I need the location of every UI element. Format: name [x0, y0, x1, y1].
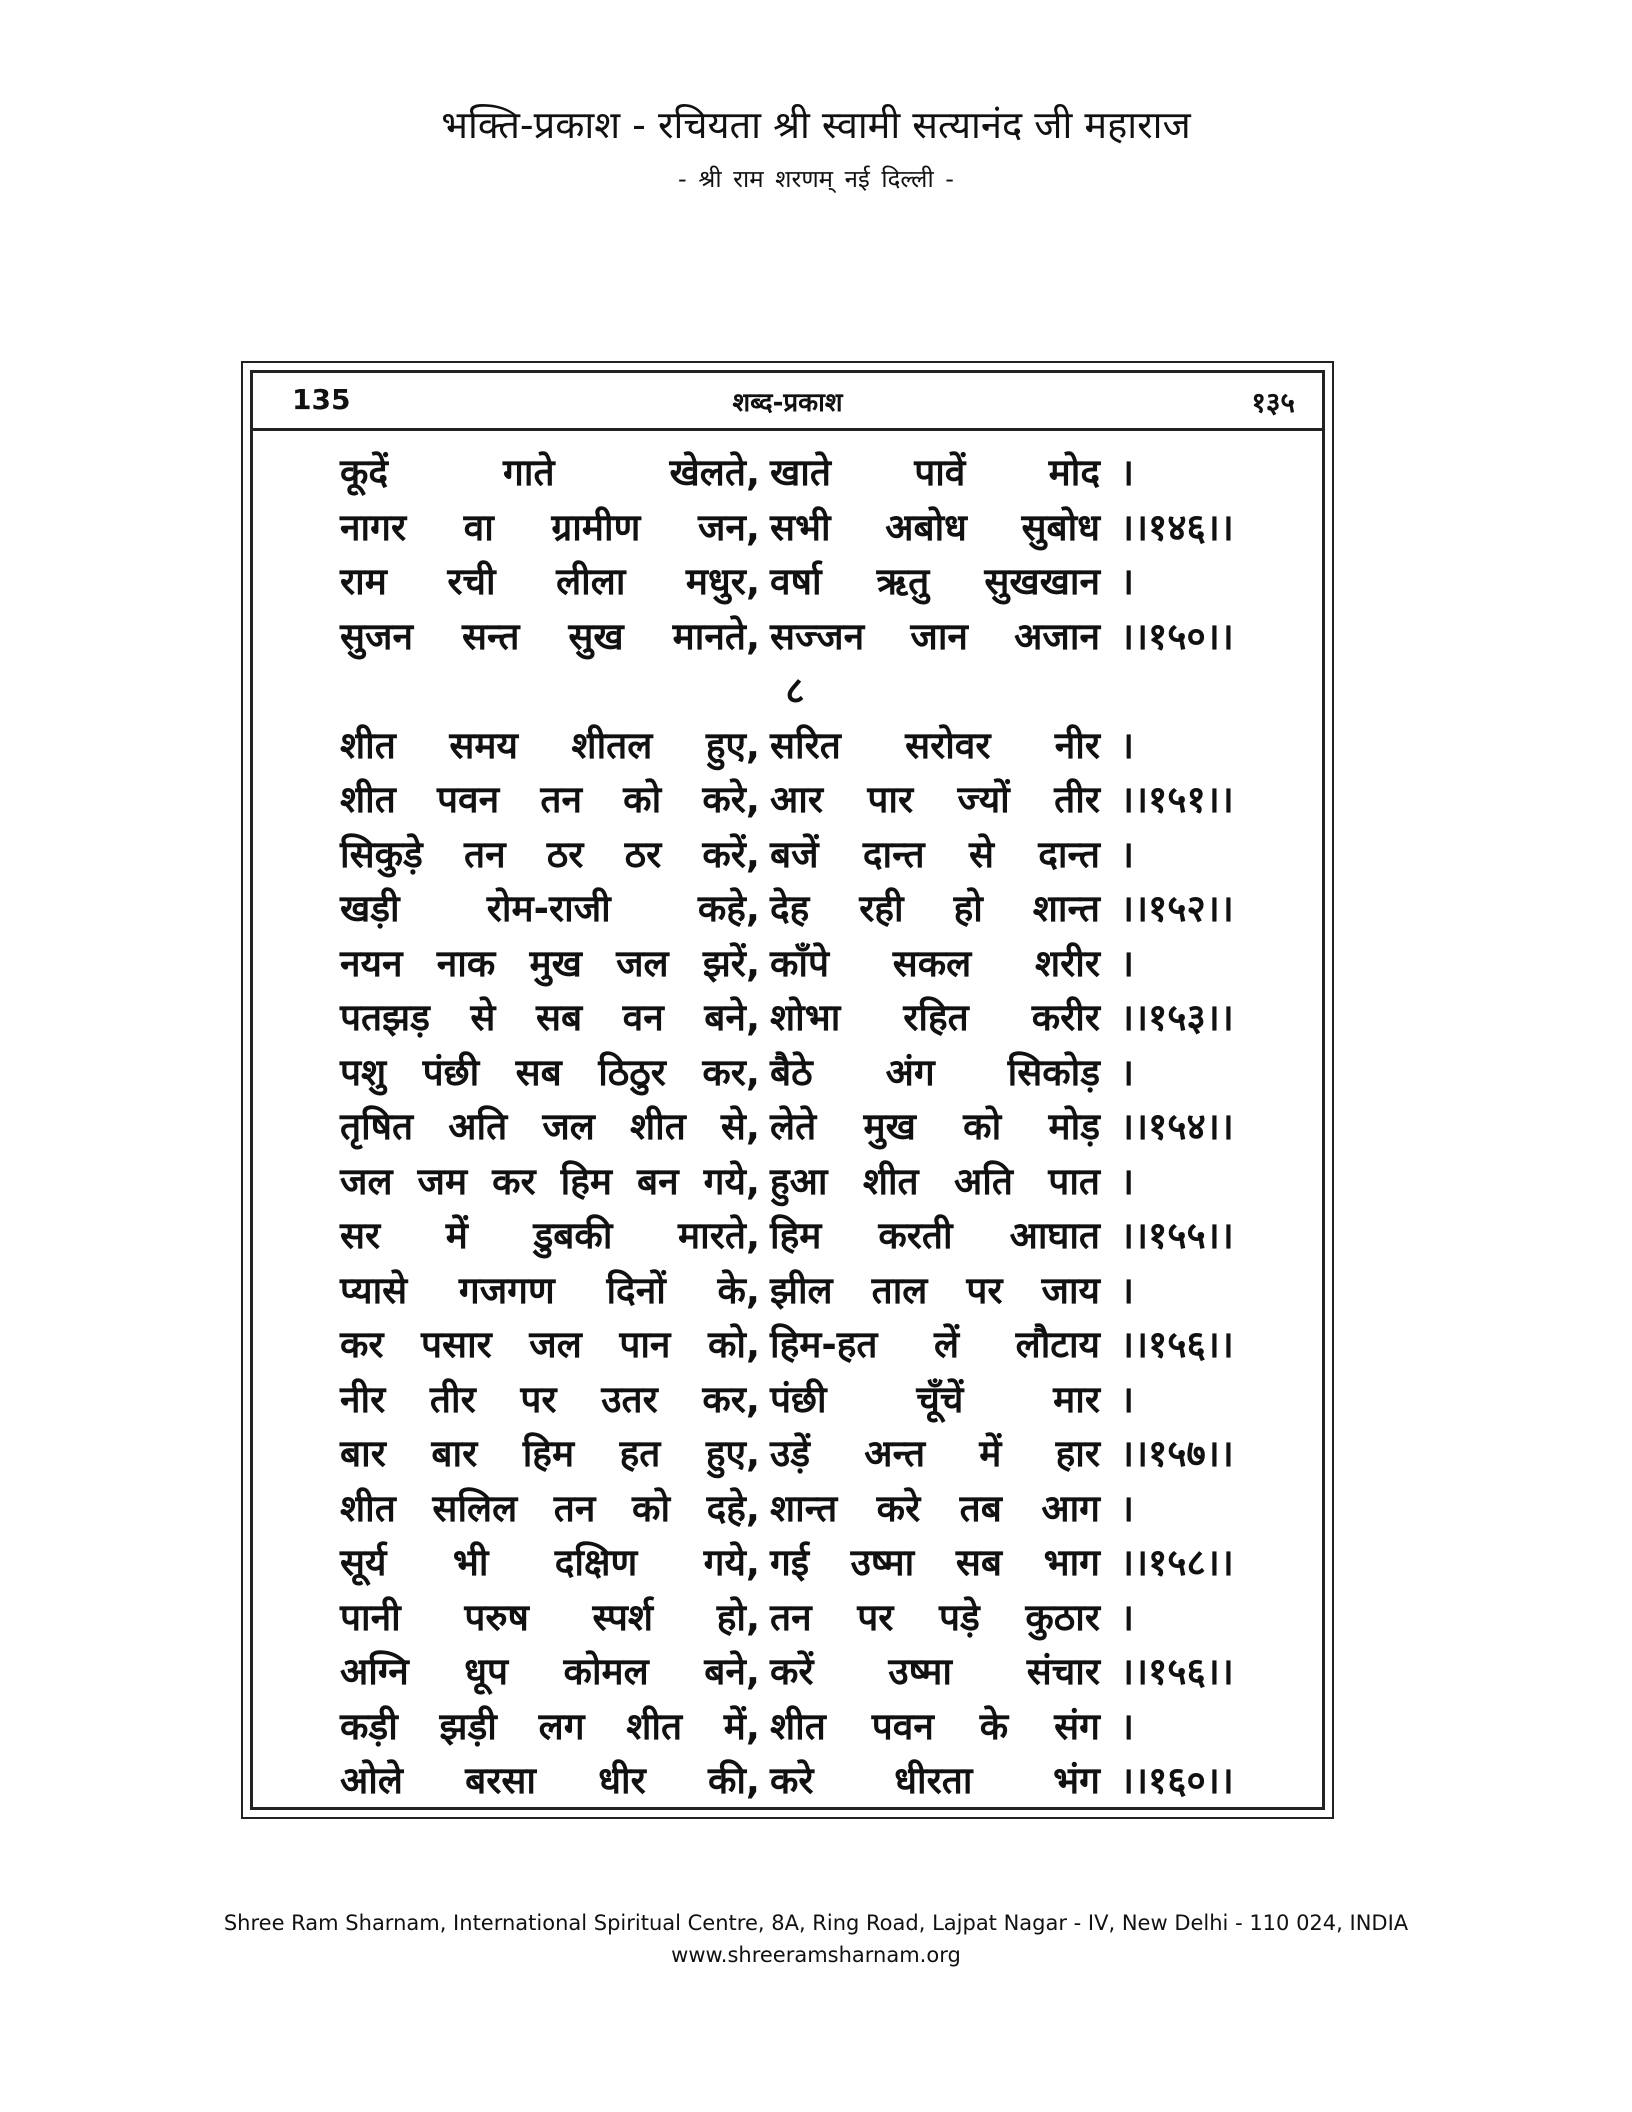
verse-half-b: शोभा रहित करीर: [770, 996, 1100, 1039]
verse-half-b: हुआ शीत अति पात: [770, 1159, 1100, 1203]
verse-end-mark: ।: [1120, 832, 1135, 876]
verse-half-b: लेते मुख को मोड़: [770, 1105, 1100, 1148]
verse-half-b: हिम-हत लें लौटाय: [770, 1323, 1100, 1366]
verse-end-mark: ।: [1120, 1159, 1135, 1203]
verse-line: [340, 555, 1270, 610]
verse-line: [340, 991, 1270, 1046]
verse-half-b: बजें दान्त से दान्त: [770, 832, 1100, 876]
verse-end-mark: ।: [1120, 560, 1135, 603]
verse-half-a: जल जम कर हिम बन गये,: [340, 1159, 760, 1203]
verse-half-a: सुजन सन्त सुख मानते,: [340, 614, 760, 658]
verse-end-mark: ।।१४६।।: [1120, 505, 1234, 549]
verse-half-a: बार बार हिम हत हुए,: [340, 1432, 760, 1475]
document-title: भक्ति-प्रकाश - रचियता श्री स्वामी सत्यानंद जी महाराज: [441, 103, 1191, 147]
verse-end-mark: ।।१५५।।: [1120, 1214, 1234, 1257]
verse-half-b: शीत पवन के संग: [770, 1704, 1100, 1748]
verse-end-mark: ।।१५४।।: [1120, 1105, 1234, 1148]
section-title: शब्द-प्रकाश: [732, 388, 843, 418]
verse-end-mark: ।।१५६।।: [1120, 1650, 1234, 1693]
verse-line: [340, 446, 1270, 501]
verse-half-b: करें उष्मा संचार: [770, 1650, 1100, 1693]
verse-line: [340, 1536, 1270, 1591]
verse-end-mark: ।: [1120, 941, 1135, 985]
verse-half-b: बैठे अंग सिकोड़: [770, 1050, 1100, 1094]
verse-line: [340, 773, 1270, 828]
verse-half-a: शीत पवन तन को करे,: [340, 778, 760, 821]
verse-end-mark: ।: [1120, 1377, 1135, 1421]
page-header: [250, 375, 1325, 425]
verse-half-a: राम रची लीला मधुर,: [340, 560, 760, 603]
page-number-left: 135: [292, 383, 351, 416]
verse-half-a: सर में डुबकी मारते,: [340, 1214, 760, 1257]
verse-end-mark: ।।१५६।।: [1120, 1323, 1234, 1366]
verse-end-mark: ।।१५२।।: [1120, 887, 1234, 930]
verse-line: [340, 1591, 1270, 1646]
verse-half-a: पानी परुष स्पर्श हो,: [340, 1595, 760, 1639]
verse-line: [340, 1318, 1270, 1373]
verse-half-b: देह रही हो शान्त: [770, 887, 1100, 930]
footer-address: Shree Ram Sharnam, International Spiritual Centre, 8A, Ring Road, Lajpat Nagar - IV, New Delhi - 110 024, INDIA: [223, 1911, 1409, 1935]
verse-line: [340, 719, 1270, 774]
verse-line: [340, 1100, 1270, 1155]
verse-half-a: पशु पंछी सब ठिठुर कर,: [340, 1050, 760, 1094]
header-divider: [253, 428, 1322, 431]
verse-half-b: सरित सरोवर नीर: [770, 723, 1100, 767]
verse-line: [340, 610, 1270, 665]
verse-half-a: सिकुड़े तन ठर ठर करें,: [340, 832, 760, 876]
verse-end-mark: ।: [1120, 1595, 1135, 1639]
section-number: ८: [785, 669, 805, 712]
verse-half-b: करे धीरता भंग: [770, 1759, 1100, 1802]
verse-end-mark: ।: [1120, 1268, 1135, 1312]
verse-line: [340, 882, 1270, 937]
verse-end-mark: ।: [1120, 1704, 1135, 1748]
verse-line: [340, 501, 1270, 556]
verse-line: [340, 937, 1270, 992]
verse-line: [340, 1700, 1270, 1755]
verse-line: [340, 1482, 1270, 1537]
verse-half-b: हिम करती आघात: [770, 1214, 1100, 1257]
verse-half-a: कर पसार जल पान को,: [340, 1323, 760, 1366]
verse-end-mark: ।।१५०।।: [1120, 614, 1234, 658]
verse-half-b: उड़ें अन्त में हार: [770, 1432, 1100, 1475]
verse-half-a: सूर्य भी दक्षिण गये,: [340, 1541, 760, 1584]
verse-list: [340, 446, 1270, 1809]
verse-half-a: नीर तीर पर उतर कर,: [340, 1377, 760, 1421]
verse-half-b: वर्षा ऋतु सुखखान: [770, 560, 1100, 603]
verse-half-b: काँपे सकल शरीर: [770, 941, 1100, 985]
verse-half-a: प्यासे गजगण दिनों के,: [340, 1268, 760, 1312]
verse-half-b: तन पर पड़े कुठार: [770, 1595, 1100, 1639]
verse-half-b: झील ताल पर जाय: [770, 1268, 1100, 1312]
verse-end-mark: ।।१५१।।: [1120, 778, 1234, 821]
document-subtitle: - श्री राम शरणम् नई दिल्ली -: [678, 165, 954, 193]
verse-half-b: आर पार ज्यों तीर: [770, 778, 1100, 821]
verse-line: [340, 1155, 1270, 1210]
verse-line: [340, 1264, 1270, 1319]
verse-half-a: शीत समय शीतल हुए,: [340, 723, 760, 767]
verse-end-mark: ।: [1120, 1050, 1135, 1094]
verse-half-a: ओले बरसा धीर की,: [340, 1759, 760, 1802]
verse-half-a: पतझड़ से सब वन बने,: [340, 996, 760, 1039]
verse-end-mark: ।।१५३।।: [1120, 996, 1234, 1039]
verse-half-a: शीत सलिल तन को दहे,: [340, 1486, 760, 1530]
verse-half-a: नागर वा ग्रामीण जन,: [340, 505, 760, 549]
verse-half-a: कड़ी झड़ी लग शीत में,: [340, 1704, 760, 1748]
page-number-right: १३५: [1251, 386, 1295, 419]
verse-half-b: गई उष्मा सब भाग: [770, 1541, 1100, 1584]
verse-half-b: पंछी चूँचें मार: [770, 1377, 1100, 1421]
verse-end-mark: ।: [1120, 1486, 1135, 1530]
verse-half-a: तृषित अति जल शीत से,: [340, 1105, 760, 1148]
verse-half-b: सभी अबोध सुबोध: [770, 505, 1100, 549]
verse-end-mark: ।: [1120, 723, 1135, 767]
verse-half-a: कूदें गाते खेलते,: [340, 451, 760, 494]
verse-half-b: खाते पावें मोद: [770, 451, 1100, 494]
verse-half-a: नयन नाक मुख जल झरें,: [340, 941, 760, 985]
verse-line: [340, 1645, 1270, 1700]
verse-line: [340, 1754, 1270, 1809]
verse-line: [340, 1373, 1270, 1428]
verse-line: [340, 828, 1270, 883]
verse-half-b: सज्जन जान अजान: [770, 614, 1100, 658]
verse-end-mark: ।।१५७।।: [1120, 1432, 1234, 1475]
verse-half-a: खड़ी रोम-राजी कहे,: [340, 887, 760, 930]
verse-half-b: शान्त करे तब आग: [770, 1486, 1100, 1530]
verse-line: [340, 1209, 1270, 1264]
verse-line: [340, 1046, 1270, 1101]
verse-half-a: अग्नि धूप कोमल बने,: [340, 1650, 760, 1693]
verse-line: [340, 1427, 1270, 1482]
verse-end-mark: ।: [1120, 451, 1135, 494]
verse-end-mark: ।।१५८।।: [1120, 1541, 1234, 1584]
footer-website[interactable]: www.shreeramsharnam.org: [671, 1943, 961, 1967]
verse-end-mark: ।।१६०।।: [1120, 1759, 1234, 1802]
